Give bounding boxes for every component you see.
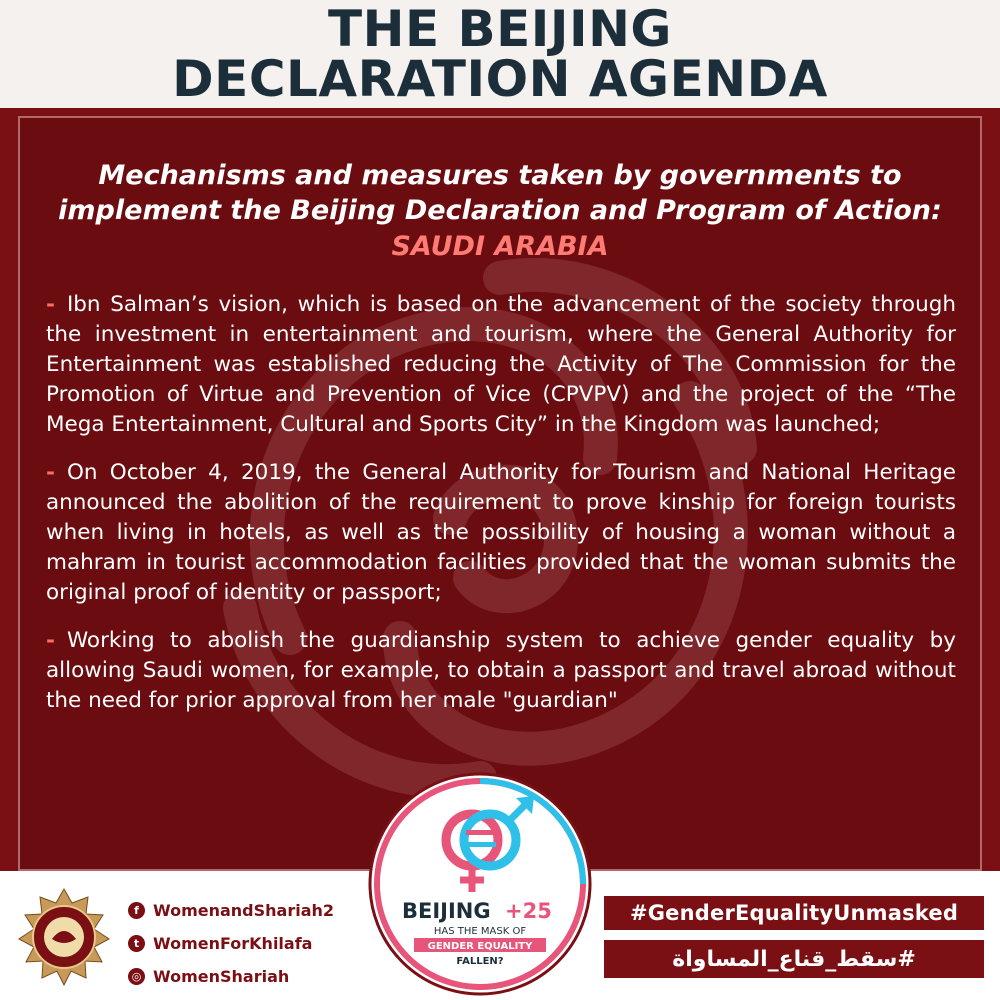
- badge-line-1: HAS THE MASK OF: [433, 926, 527, 937]
- social-instagram-link[interactable]: [128, 961, 334, 991]
- header-banner: [0, 0, 1000, 108]
- page-title-line-2: DECLARATION AGENDA: [172, 50, 828, 108]
- bullet-text: Ibn Salman’s vision, which is based on the advancement of the society through the investment in entertainment and tourism, where the General Authority for Entertainment was established reducing the Activity of The Commission for the Promotion of Virtue and Prevention of Vice (CPVPV) and the project of the “The Mega Entertainment, Cultural and Sports City” in the Kingdom was launched;: [46, 292, 956, 437]
- bullet-list: [46, 290, 956, 734]
- social-label: WomenandShariah2: [153, 900, 335, 920]
- twitter-icon: t: [128, 935, 145, 952]
- country-heading: SAUDI ARABIA: [391, 231, 609, 262]
- hashtag-arabic[interactable]: #سقط_قناع_المساواة: [604, 940, 984, 978]
- beijing-25-badge: [362, 772, 598, 996]
- bullet-item: [46, 626, 956, 716]
- hashtag-english[interactable]: #GenderEqualityUnmasked: [604, 896, 984, 930]
- social-label: WomenShariah: [153, 966, 290, 986]
- social-twitter-link[interactable]: [128, 928, 334, 958]
- bullet-item: [46, 458, 956, 608]
- subtitle-line-2: implement the Beijing Declaration and Program of Action:: [58, 195, 942, 226]
- women-and-shariah-logo: [14, 887, 114, 987]
- page-title-line-1: THE BEIJING: [328, 0, 672, 58]
- content-panel: [18, 116, 982, 871]
- social-links: [128, 895, 334, 994]
- subtitle-line-1: Mechanisms and measures taken by governments to: [98, 160, 902, 191]
- badge-plus: +25: [505, 899, 552, 923]
- bullet-dash: -: [46, 292, 55, 317]
- social-label: WomenForKhilafa: [153, 933, 313, 953]
- badge-line-3: FALLEN?: [456, 956, 504, 967]
- subtitle: [20, 158, 980, 228]
- facebook-icon: f: [128, 902, 145, 919]
- badge-brand: BEIJING: [402, 899, 491, 923]
- instagram-icon: ◎: [128, 968, 145, 985]
- badge-line-2: GENDER EQUALITY: [427, 941, 533, 952]
- bullet-item: [46, 290, 956, 440]
- bullet-dash: -: [46, 460, 55, 485]
- bullet-text: On October 4, 2019, the General Authority for Tourism and National Heritage announced the abolition of the requirement to prove kinship for foreign tourists when living in hotels, as well as the possibility of housing a woman without a mahram in tourist accommodation facilities provided that the woman submits the original proof of identity or passport;: [46, 460, 956, 605]
- bullet-dash: -: [46, 628, 55, 653]
- bullet-text: Working to abolish the guardianship system to achieve gender equality by allowing Saudi women, for example, to obtain a passport and travel abroad without the need for prior approval from her male "guardian": [46, 628, 956, 713]
- social-facebook-link[interactable]: [128, 895, 334, 925]
